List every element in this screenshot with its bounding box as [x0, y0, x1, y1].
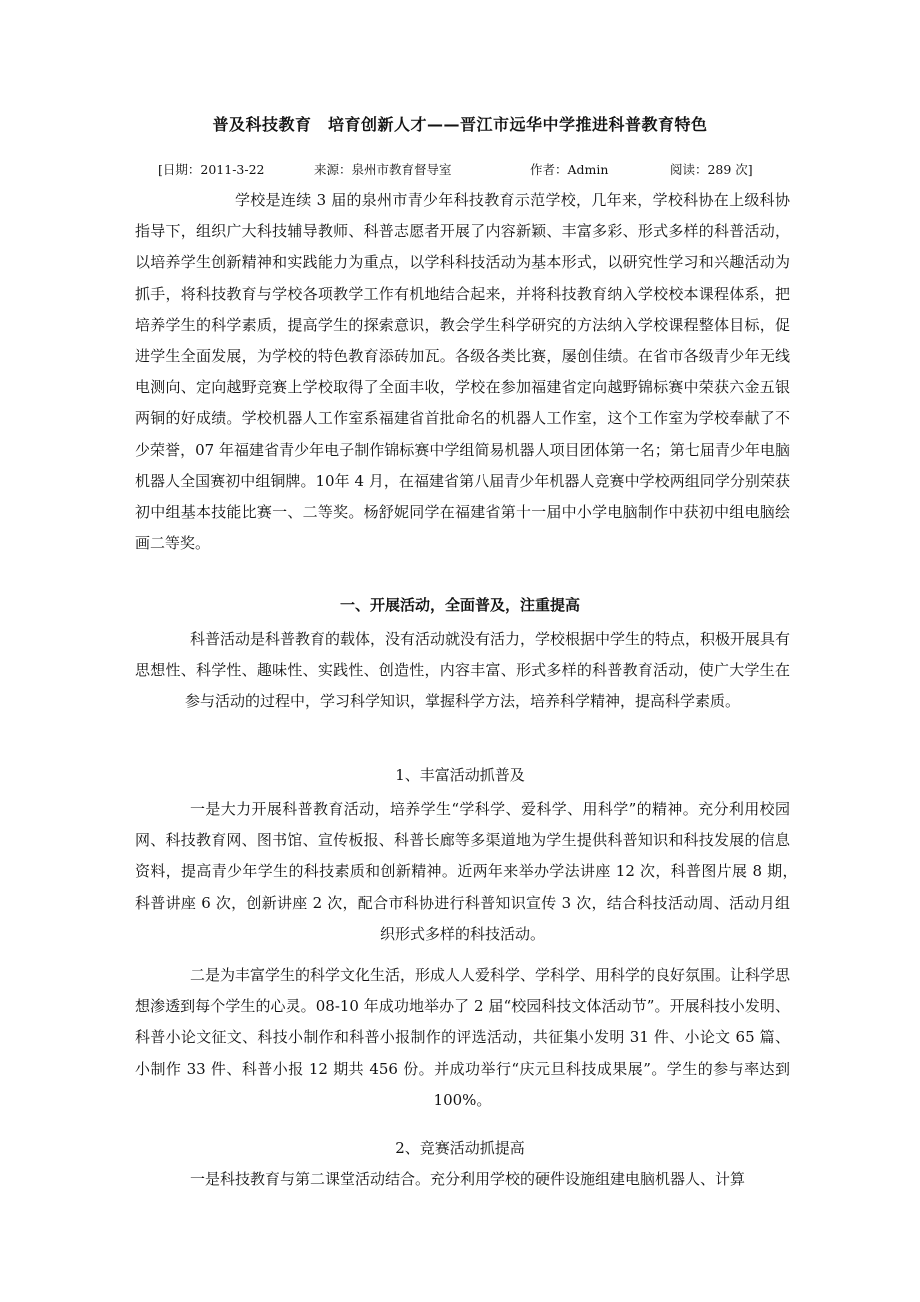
body-paragraph: 一是大力开展科普教育活动，培养学生“学科学、爱科学、用科学”的精神。充分利用校园网、科技教育网、图书馆、宣传板报、科普长廊等多渠道地为学生提供科普知识和科技发展的信息资料，提高青少年学生的科技素质和创新精神。近两年来举办学法讲座 12 次，科普图片展 8 期， 科普讲座 6 次，创新讲座 2 次，配合市科协进行科普知识宣传 3 次，结合科技活动周、活动月组织形式多样的科技活动。: [135, 800, 806, 943]
subsection-heading: 1、丰富活动抓普及: [395, 766, 525, 784]
article-meta: [158, 161, 753, 179]
document-title: 普及科技教育 培育创新人才——晋江市远华中学推进科普教育特色: [212, 115, 708, 134]
section-paragraph: 科普活动是科普教育的载体，没有活动就没有活力，学校根据中学生的特点，积极开展具有思想性、科学性、趣味性、实践性、创造性，内容丰富、形式多样的科普教育活动，使广大学生在参与活动的过程中，学习科学知识，掌握科学方法，培养科学精神，提高科学素质。: [135, 630, 791, 711]
body-paragraph: 一是科技教育与第二课堂活动结合。充分利用学校的硬件设施组建电脑机器人、计算: [190, 1170, 746, 1188]
meta-date: [日期：2011-3-22: [158, 162, 265, 177]
subsection-heading: 2、竞赛活动抓提高: [395, 1139, 525, 1157]
meta-reads: 阅读：289 次]: [669, 162, 753, 177]
meta-author: 作者：Admin: [529, 162, 609, 177]
meta-source: 来源：泉州市教育督导室: [313, 162, 452, 177]
section-heading: 一、开展活动，全面普及，注重提高: [339, 596, 580, 614]
intro-paragraph: 学校是连续 3 届的泉州市青少年科技教育示范学校，几年来，学校科协在上级科协指导下，组织广大科技辅导教师、科普志愿者开展了内容新颖、丰富多彩、形式多样的科普活动，以培养学生创新精神和实践能力为重点，以学科科技活动为基本形式，以研究性学习和兴趣活动为抓手，将科技教育与学校各项教学工作有机地结合起来，并将科技教育纳入学校校本课程体系，把培养学生的科学素质，提高学生的探索意识，教会学生科学研究的方法纳入学校课程整体目标，促进学生全面发展，为学校的特色教育添砖加瓦。各级各类比赛，屡创佳绩。在省市各级青少年无线电测向、定向越野竞赛上学校取得了全面丰收，学校在参加福建省定向越野锦标赛中荣获六金五银两铜的好成绩。学校机器人工作室系福建省首批命名的机器人工作室，这个工作室为学校奉献了不少荣誉，07 年福建省青少年电子制作锦标赛中学组简易机器人项目团体第一名；第七届青少年电脑机器人全国赛初中组铜牌。10年 4 月，在福建省第八届青少年机器人竞赛中学校两组同学分别荣获初中组基本技能比赛一、二等奖。杨舒妮同学在福建省第十一届中小学电脑制作中获初中组电脑绘画二等奖。: [135, 191, 790, 553]
body-paragraph: 二是为丰富学生的科学文化生活，形成人人爱科学、学科学、用科学的良好氛围。让科学思想渗透到每个学生的心灵。08-10 年成功地举办了 2 届“校园科技文体活动节”。开展科技小发明、科普小论文征文、科技小制作和科普小报制作的评选活动，共征集小发明 31 件、小论文 65 篇、小制作 33 件、科普小报 12 期共 456 份。并成功举行“庆元旦科技成果展”。学生的参与率达到 100%。: [135, 966, 791, 1109]
